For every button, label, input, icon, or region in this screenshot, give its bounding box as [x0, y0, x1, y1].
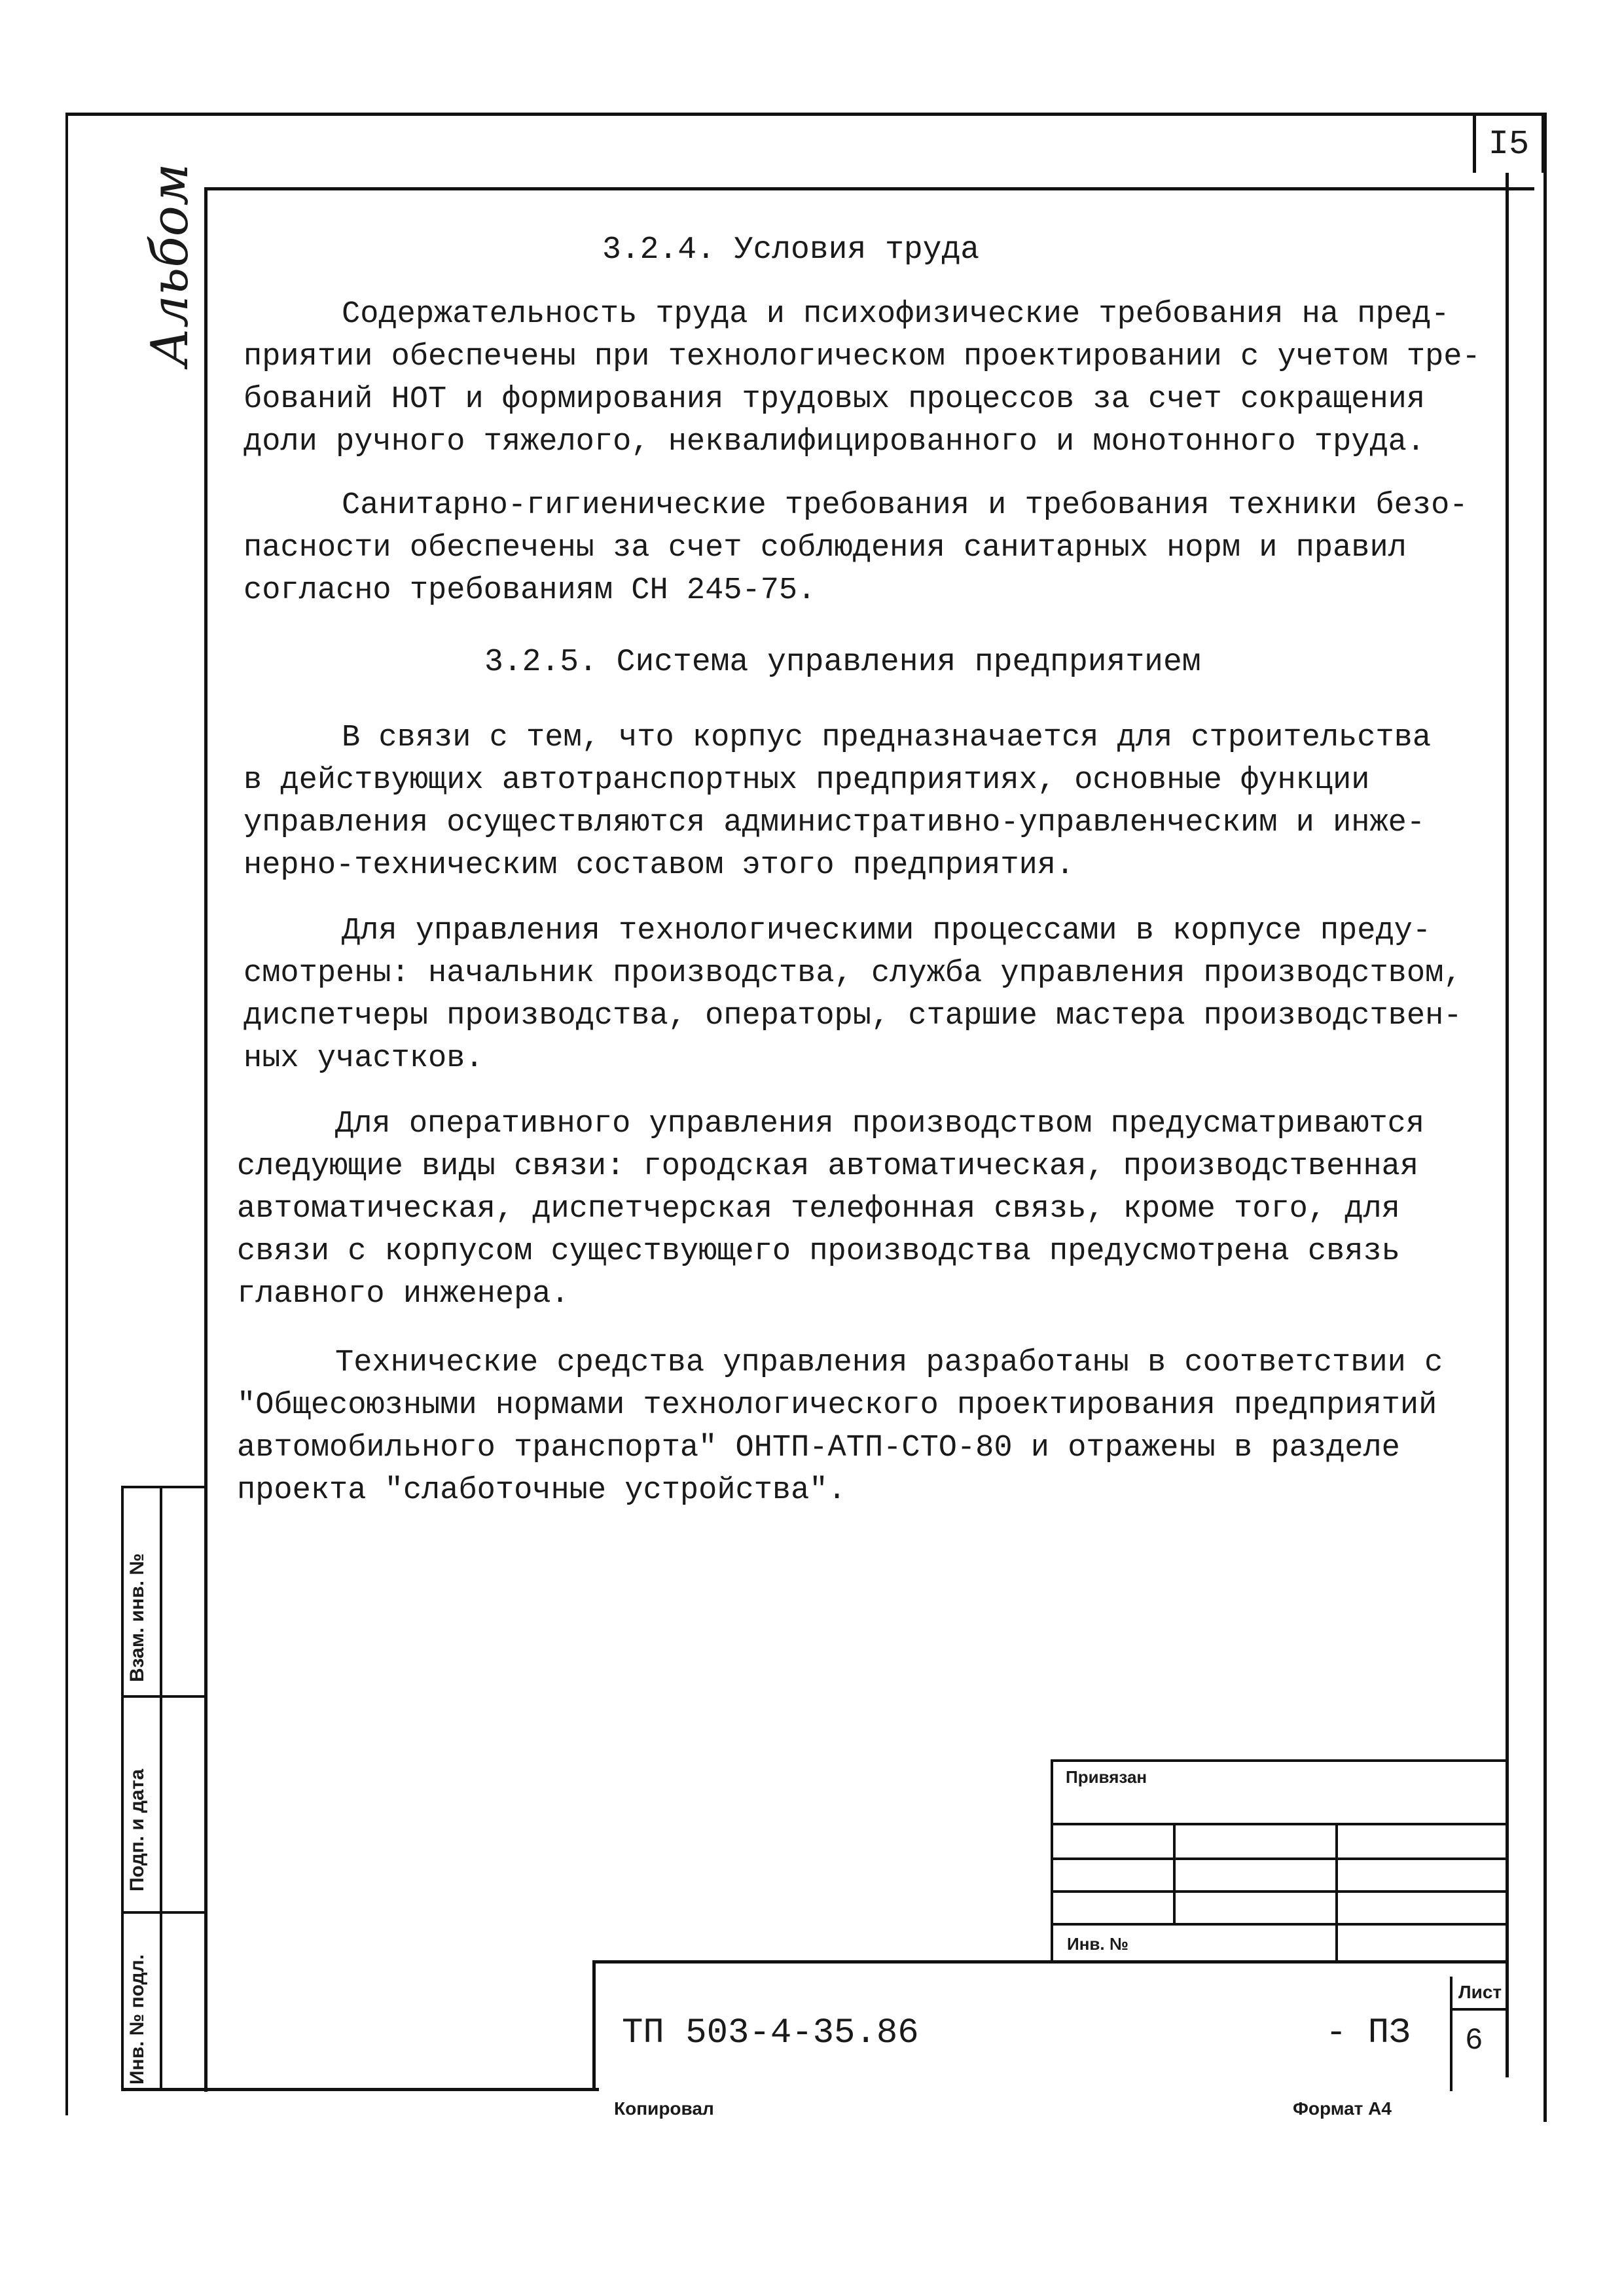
stamp-row-2 — [1051, 1857, 1509, 1860]
text-line: автомобильного транспорта" ОНТП-АТП-СТО-80 и отражены в разделе — [237, 1431, 1400, 1465]
text-line: согласно требованиям СН 245-75. — [244, 573, 816, 608]
text-line: проекта "слаботочные устройства". — [237, 1473, 846, 1508]
text-line: автоматическая, диспетчерская телефонная связь, кроме того, для — [237, 1192, 1400, 1227]
section-heading-management-system: 3.2.5. Система управления предприятием — [484, 645, 1201, 680]
side-divider-1 — [121, 1486, 206, 1488]
sheet-col-divider — [1450, 1977, 1453, 2091]
text-line: ных участков. — [244, 1041, 484, 1076]
document-code: ТП 503-4-35.86 — [622, 2013, 919, 2053]
original-inventory-label: Инв. № подл. — [126, 1954, 148, 2085]
text-line: нерно-техническим составом этого предприятия. — [244, 848, 1075, 883]
copied-by-label: Копировал — [614, 2098, 714, 2119]
stamp-row-1 — [1051, 1823, 1509, 1825]
text-line: смотрены: начальник производства, служба управления производством, — [244, 956, 1462, 991]
side-divider-2 — [121, 1695, 206, 1698]
sheet-number: 6 — [1465, 2024, 1483, 2058]
replaced-inventory-label: Взам. инв. № — [126, 1553, 148, 1682]
text-line: Технические средства управления разработаны в соответствии с — [335, 1346, 1443, 1380]
paragraph-sanitary-requirements — [244, 484, 1468, 612]
text-line: Содержательность труда и психофизические требования на пред- — [342, 297, 1450, 332]
text-line: связи с корпусом существующего производства предусмотрена связь — [237, 1234, 1400, 1269]
inner-frame-right — [1506, 173, 1509, 2077]
text-line: управления осуществляются административно-управленческим и инже- — [244, 806, 1426, 840]
text-line: в действующих автотранспортных предприятиях, основные функции — [244, 763, 1370, 798]
document-suffix: - ПЗ — [1326, 2013, 1411, 2053]
stamp-col-2 — [1335, 1823, 1338, 1962]
text-line: доли ручного тяжелого, неквалифицированного и монотонного труда. — [244, 425, 1426, 459]
paragraph-communication-types — [237, 1103, 1424, 1316]
side-column-mid — [160, 1486, 162, 2091]
format-label: Формат А4 — [1293, 2098, 1392, 2119]
album-handwritten-mark: Альбом — [141, 163, 200, 367]
side-column-left — [121, 1486, 124, 2091]
page-number: I5 — [1473, 113, 1545, 173]
text-line: В связи с тем, что корпус предназначается для строительства — [342, 721, 1432, 755]
stamp-row-4 — [1051, 1923, 1509, 1926]
text-line: следующие виды связи: городская автоматическая, производственная — [237, 1149, 1419, 1184]
stamp-row-3 — [1051, 1890, 1509, 1893]
text-line: Санитарно-гигиенические требования и требования техники безо- — [342, 488, 1468, 523]
section-heading-working-conditions: 3.2.4. Условия труда — [602, 232, 980, 268]
inner-frame-left — [204, 187, 208, 2092]
text-line: пасности обеспечены за счет соблюдения санитарных норм и правил — [244, 531, 1407, 565]
sign-date-label: Подп. и дата — [126, 1768, 148, 1892]
outer-frame-right — [1543, 113, 1547, 2122]
outer-frame-top — [65, 113, 1545, 116]
text-line: бований НОТ и формирования трудовых процессов за счет сокращения — [244, 382, 1426, 417]
paragraph-process-management — [244, 910, 1462, 1080]
text-line: "Общесоюзными нормами технологического проектирования предприятий — [237, 1388, 1437, 1423]
sheet-label: Лист — [1458, 1982, 1502, 2002]
stamp-top-border — [1051, 1759, 1509, 1762]
text-line: Для оперативного управления производством предусматриваются — [335, 1107, 1425, 1141]
main-block-top — [592, 1960, 1509, 1964]
paragraph-labor-content — [244, 293, 1481, 463]
text-line: главного инженера. — [237, 1277, 569, 1312]
text-line: диспетчеры производства, операторы, старшие мастера производствен- — [244, 999, 1462, 1033]
stamp-left-border — [1051, 1759, 1053, 1962]
text-line: приятии обеспечены при технологическом проектировании с учетом тре- — [244, 340, 1481, 374]
inner-frame-bottom-left — [121, 2088, 599, 2091]
main-block-left — [592, 1960, 596, 2091]
sheet-row-divider — [1450, 2008, 1509, 2011]
stamp-col-1 — [1173, 1823, 1176, 1924]
inventory-number-label: Инв. № — [1067, 1934, 1128, 1954]
outer-frame-left — [65, 113, 68, 2115]
attached-label: Привязан — [1066, 1767, 1147, 1787]
paragraph-technical-means — [237, 1342, 1443, 1512]
side-divider-3 — [121, 1911, 206, 1914]
paragraph-building-purpose — [244, 717, 1431, 887]
text-line: Для управления технологическими процессами в корпусе преду- — [342, 914, 1432, 948]
inner-frame-top — [206, 187, 1534, 190]
